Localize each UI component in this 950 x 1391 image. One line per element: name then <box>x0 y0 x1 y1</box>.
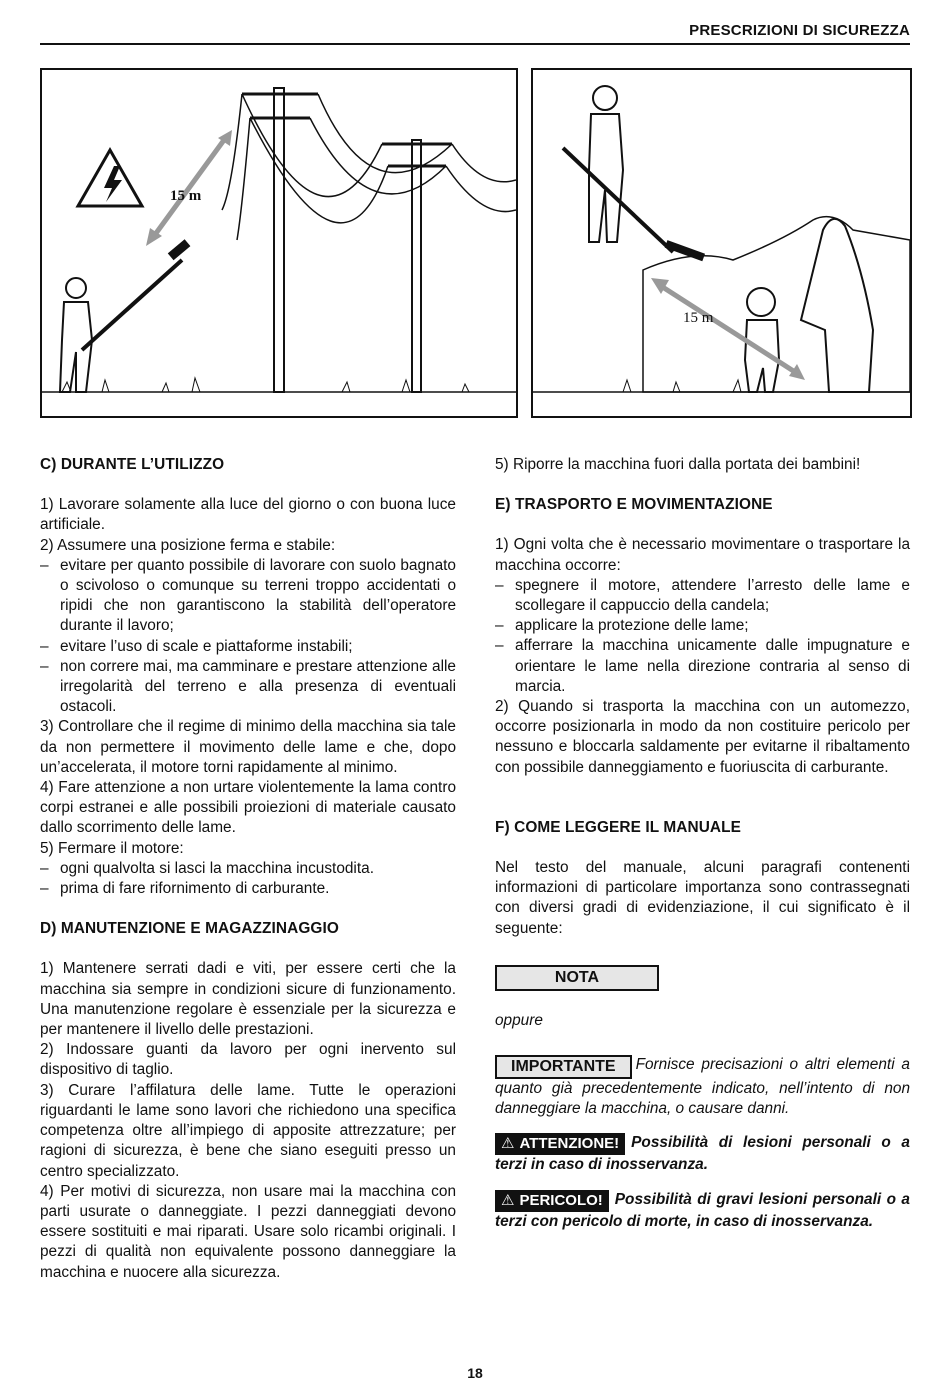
attenzione-paragraph <box>495 1133 910 1175</box>
illustration-power-lines <box>40 68 518 418</box>
illustration-bystanders <box>531 68 912 418</box>
section-c-title: C) DURANTE L’UTILIZZO <box>40 456 225 473</box>
section-e-p1-item: – afferrare la macchina unicamente dalle impugnature e orientare le lame nella direzione contraria al senso di marcia. <box>495 637 910 695</box>
left-column <box>40 455 456 1283</box>
attenzione-label: ⚠ ATTENZIONE! <box>495 1133 625 1155</box>
importante-paragraph <box>495 1055 910 1119</box>
nota-label-box: NOTA <box>495 965 659 991</box>
section-c-p5-item: – prima di fare rifornimento di carburante. <box>40 880 330 898</box>
section-c-p2: 2) Assumere una posizione ferma e stabile: <box>40 536 336 554</box>
section-c-p1: 1) Lavorare solamente alla luce del giorno o con buona luce artificiale. <box>40 496 456 534</box>
section-d-p4: 4) Per motivi di sicurezza, non usare mai la macchina con parti usurate o danneggiate. I pezzi danneggiati devono essere sostituiti e mai riparati. Usare solo ricambi originali. I pezzi di qualità non equivalente possono danneggiare la macchina e nuocere alla sicurezza. <box>40 1182 456 1281</box>
page-number: 18 <box>467 1365 483 1381</box>
left-distance-label: 15 m <box>170 188 202 204</box>
pericolo-label: ⚠ PERICOLO! <box>495 1190 609 1212</box>
section-e-p1-item: – spegnere il motore, attendere l’arresto delle lame e scollegare il cappuccio della candela; <box>495 576 910 615</box>
pericolo-paragraph <box>495 1190 910 1232</box>
importante-label-box: IMPORTANTE <box>495 1055 632 1079</box>
section-c-p5-item: – ogni qualvolta si lasci la macchina incustodita. <box>40 859 374 877</box>
section-d-p3: 3) Curare l’affilatura delle lame. Tutte le operazioni riguardanti le lame sono lavori che richiedono una specifica competenza oltre all’impiego di apposite attrezzature; per ragioni di sicurezza, è bene che siano eseguiti presso un centro specializzato. <box>40 1081 456 1180</box>
importante-text: Fornisce precisazioni o altri elementi a quanto già precedentemente indicato, nell’intento di non danneggiare la macchina, o causare danni. <box>495 1056 910 1118</box>
section-c-p4: 4) Fare attenzione a non urtare violentemente la lama contro corpi estranei e alle possibili proiezioni di materiale causato dallo scorrimento delle lame. <box>40 779 456 837</box>
section-c-p5: 5) Fermare il motore: <box>40 839 184 857</box>
header-rule <box>40 43 910 45</box>
right-column <box>495 455 910 1232</box>
section-e-p1-item: – applicare la protezione delle lame; <box>495 617 749 635</box>
section-d-p1: 1) Mantenere serrati dadi e viti, per essere certi che la macchina sia sempre in condizioni sicure di funzionamento. Una manutenzione regolare è essenziale per la sicurezza e per mantenere il livello delle prestazioni. <box>40 960 456 1039</box>
page-header-title: PRESCRIZIONI DI SICUREZZA <box>689 22 910 39</box>
right-distance-label: 15 m <box>683 310 714 326</box>
warning-triangle-icon: ⚠ <box>501 1191 515 1209</box>
section-f-title: F) COME LEGGERE IL MANUALE <box>495 818 742 836</box>
section-c-p3: 3) Controllare che il regime di minimo della macchina sia tale da non permettere il movimento delle lame e che, dopo un’accelerata, il motore torni rapidamente al minimo. <box>40 718 456 776</box>
section-d-p2: 2) Indossare guanti da lavoro per ogni inervento sul dispositivo di taglio. <box>40 1041 456 1079</box>
section-d-p5: 5) Riporre la macchina fuori dalla portata dei bambini! <box>495 456 861 473</box>
bystanders-drawing <box>533 70 910 416</box>
attenzione-text: Possibilità di lesioni personali o a terzi in caso di inosservanza. <box>495 1134 910 1174</box>
pericolo-text: Possibilità di gravi lesioni personali o a terzi con pericolo di morte, in caso di inosservanza. <box>495 1190 910 1230</box>
section-c-p2-item: – evitare l’uso di scale e piattaforme instabili; <box>40 637 353 655</box>
section-c-p2-item: – non correre mai, ma camminare e prestare attenzione alle irregolarità del terreno e alla presenza di eventuali ostacoli. <box>40 657 456 716</box>
warning-triangle-icon: ⚠ <box>501 1135 515 1153</box>
section-e-p2: 2) Quando si trasporta la macchina con un automezzo, occorre posizionarla in modo da non costituire pericolo per nessuno e bloccarla saldamente per evitarne il ribaltamento con possibile danneggiamento e fuoriuscita di carburante. <box>495 698 910 776</box>
section-c-p2-item: – evitare per quanto possibile di lavorare con suolo bagnato o scivoloso o comunque su terreni troppo accidentati o ripidi che non garantiscono la stabilità dell’operatore durante il lavoro; <box>40 556 456 635</box>
power-lines-drawing <box>42 70 516 416</box>
section-e-title: E) TRASPORTO E MOVIMENTAZIONE <box>495 496 773 514</box>
section-e-p1: 1) Ogni volta che è necessario movimentare o trasportare la macchina occorre: <box>495 536 910 574</box>
section-d-title: D) MANUTENZIONE E MAGAZZINAGGIO <box>40 920 339 938</box>
oppure-text: oppure <box>495 1011 543 1029</box>
section-f-intro: Nel testo del manuale, alcuni paragrafi contenenti informazioni di particolare importanza sono contrassegnati con diversi gradi di evidenziazione, il cui significato è il seguente: <box>495 859 910 937</box>
